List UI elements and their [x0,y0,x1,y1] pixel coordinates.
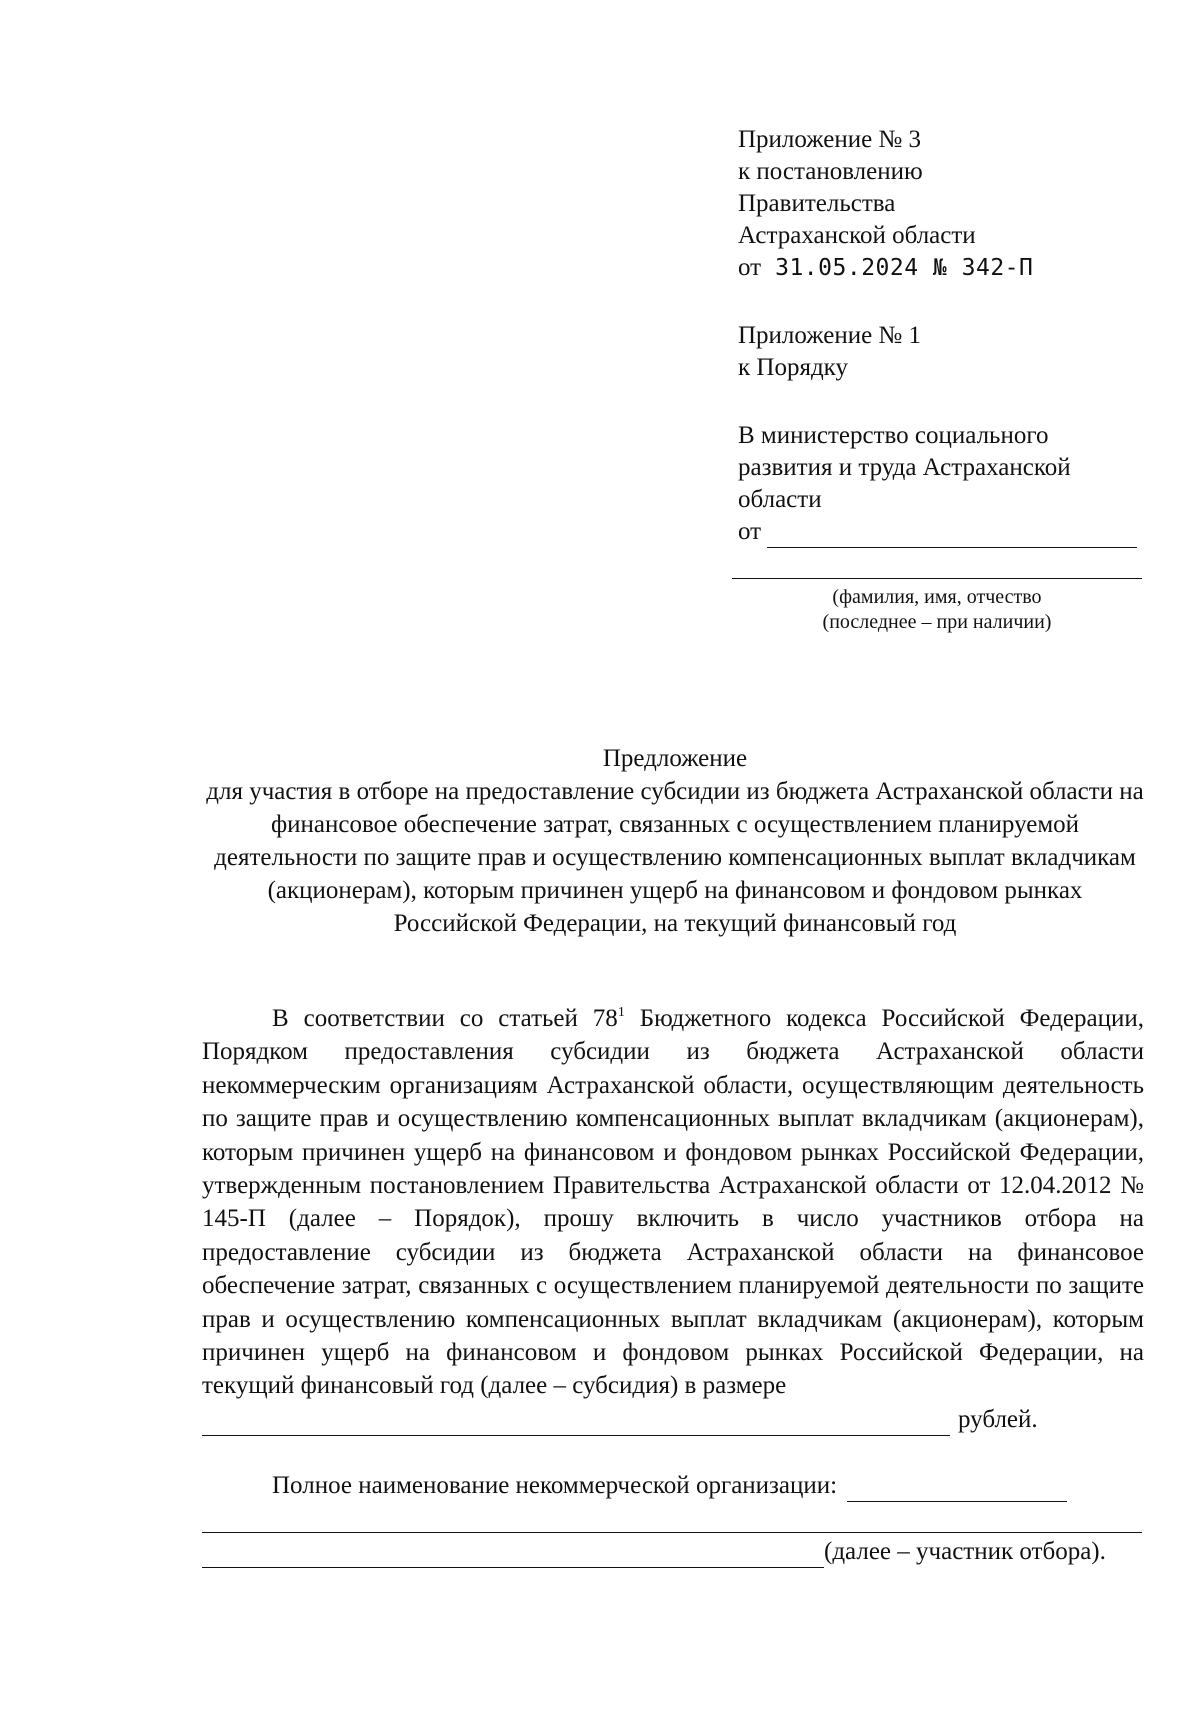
sender-line [738,516,1158,548]
org-name-label: Полное наименование некоммерческой организации: [272,1472,838,1499]
appendix-3-header [738,124,1158,284]
appendix-1-line1: Приложение № 1 [738,322,922,349]
para-start: В соответствии со статьей 78 [272,1005,618,1032]
org-name-blank[interactable] [847,1475,1067,1502]
recipient-block [738,420,1158,548]
main-paragraph [202,1002,1144,1403]
document-title: Предложение [602,745,748,772]
recipient-line1: В министерство социального [738,422,1049,449]
org-name-blank-2[interactable] [202,1532,1142,1533]
decree-date-number: 31.05.2024 № 342-П [775,255,1034,281]
sender-name-blank-2[interactable] [732,578,1142,579]
sender-caption [732,585,1142,635]
amount-blank[interactable] [202,1409,950,1436]
recipient-line3: области [738,486,822,513]
document-subtitle: для участия в отборе на предоставление субсидии из бюджета Астраханской области на финансовое обеспечение затрат, связанных с осуществлением планируемой деятельности по защите прав и осуществлению компенсационных выплат вкладчикам (акционерам), которым причинен ущерб на финансовом и фондовом рынках Российской Федерации, на текущий финансовый год [206,778,1144,937]
appendix-3-line1: Приложение № 3 [738,126,922,153]
appendix-3-line2: к постановлению [738,158,923,185]
sender-name-blank[interactable] [767,521,1137,548]
closing-text: (далее – участник отбора). [824,1538,1106,1565]
article-superscript: 1 [617,1005,625,1020]
rubles-label: рублей. [958,1405,1038,1433]
closing-line [202,1535,1144,1568]
sender-from: от [738,518,762,545]
org-name-line [272,1469,1067,1502]
appendix-3-from: от [738,254,762,281]
caption-line1: (фамилия, имя, отчество [832,586,1042,608]
para-rest: Бюджетного кодекса Российской Федерации, Порядком предоставления субсидии из бюджета Астраханской области некоммерческим организациям Астраханской области, осуществляющим деятельность по защите прав и осуществлению компенсационных выплат вкладчикам (акционерам), которым причинен ущерб на финансовом и фондовом рынках Российской Федерации, утвержденным постановлением Правительства Астраханской области от 12.04.2012 № 145-П (далее – Порядок), прошу включить в число участников отбора на предоставление субсидии из бюджета Астраханской области на финансовое обеспечение затрат, связанных с осуществлением планируемой деятельности по защите прав и осуществлению компенсационных выплат вкладчикам (акционерам), которым причинен ущерб на финансовом и фондовом рынках Российской Федерации, на текущий финансовый год (далее – субсидия) в размере [202,1005,1144,1400]
recipient-line2: развития и труда Астраханской [738,454,1071,481]
appendix-3-date-line [738,252,1158,284]
appendix-3-line4: Астраханской области [738,222,976,249]
caption-line2: (последнее – при наличии) [822,611,1052,633]
body-text [202,1002,1144,1436]
amount-line [202,1403,1144,1436]
org-name-blank-3[interactable] [202,1541,824,1568]
appendix-1-line2: к Порядку [738,354,848,381]
appendix-3-line3: Правительства [738,190,896,217]
appendix-1-header [738,320,1158,384]
